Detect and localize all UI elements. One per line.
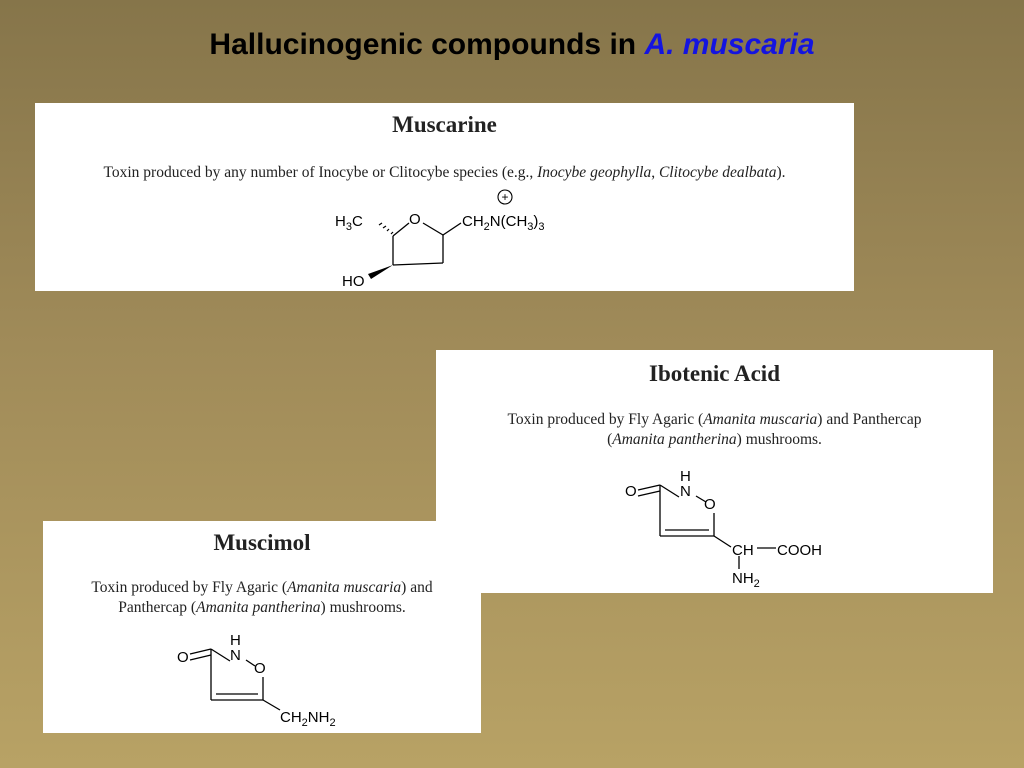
ibotenic-acid-panel: [436, 350, 993, 593]
ibotenic-acid-description: Toxin produced by Fly Agaric (Amanita muscaria) and Panthercap (Amanita pantherina) mushrooms.: [507, 411, 922, 448]
ibotenic-ring-oxygen: O: [704, 496, 716, 513]
muscimol-panel: [43, 521, 481, 733]
ibotenic-ch-label: CH: [732, 542, 754, 559]
muscarine-charge-sign: +: [501, 190, 509, 204]
slide-title: [0, 28, 1024, 62]
muscimol-nh-hydrogen: H: [230, 632, 241, 649]
ibotenic-nh-hydrogen: H: [680, 468, 691, 485]
muscimol-title: Muscimol: [213, 530, 311, 555]
muscarine-title: Muscarine: [392, 112, 497, 137]
ibotenic-acid-title: Ibotenic Acid: [649, 361, 780, 386]
muscarine-hydroxyl-label: HO: [342, 273, 365, 290]
muscarine-ammonium-label: $CH_2N(CH_3)_3$: [462, 213, 545, 233]
ibotenic-ring-nitrogen: N: [680, 483, 691, 500]
muscimol-carbonyl-oxygen: O: [177, 649, 189, 666]
muscarine-methyl-label: $H_3C$: [335, 213, 363, 233]
ibotenic-acid-structure: [436, 350, 993, 593]
ibotenic-amine-label: $NH_2$: [732, 570, 760, 590]
muscimol-ring-nitrogen: N: [230, 647, 241, 664]
ibotenic-cooh-label: COOH: [777, 542, 822, 559]
muscarine-ring-oxygen: O: [409, 211, 421, 228]
muscarine-description: Toxin produced by any number of Inocybe or Clitocybe species (e.g., Inocybe geophylla, Clitocybe dealbata).: [103, 164, 786, 181]
muscimol-structure: [43, 521, 481, 733]
muscarine-panel: [35, 103, 854, 291]
muscimol-aminomethyl-label: $CH_2NH_2$: [280, 709, 336, 729]
title-species: A. muscaria: [644, 28, 815, 61]
muscimol-description: Toxin produced by Fly Agaric (Amanita muscaria) and Panthercap (Amanita pantherina) mushrooms.: [91, 579, 433, 616]
muscarine-structure: [35, 103, 854, 291]
muscimol-ring-oxygen: O: [254, 660, 266, 677]
title-prefix: Hallucinogenic compounds in: [209, 28, 637, 61]
ibotenic-carbonyl-oxygen: O: [625, 483, 637, 500]
